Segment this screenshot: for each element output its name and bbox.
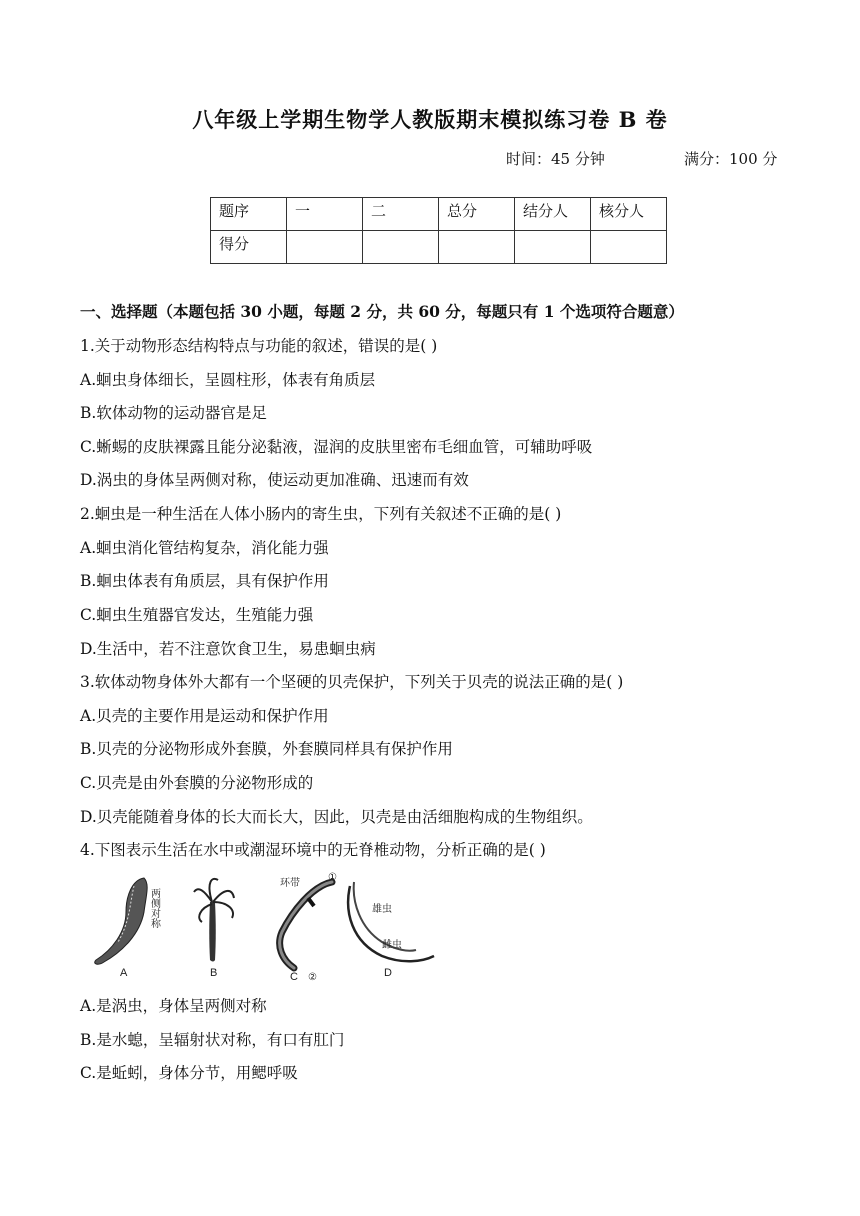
option-text: C.蛔虫生殖器官发达，生殖能力强	[80, 606, 314, 624]
option-text: C.蜥蜴的皮肤裸露且能分泌黏液，湿润的皮肤里密布毛细血管，可辅助呼吸	[80, 438, 593, 456]
figure-annotation: 两侧对称	[148, 888, 160, 928]
figure-annotation: ②	[308, 972, 317, 982]
score-input-cell	[515, 231, 591, 264]
option-text: D.贝壳能随着身体的长大而长大，因此，贝壳是由活细胞构成的生物组织。	[80, 808, 593, 826]
invertebrates-figure	[82, 872, 442, 982]
section-heading: 一、选择题（本题包括 30 小题，每题 2 分，共 60 分，每题只有 1 个选项符合题意）	[80, 302, 684, 321]
question-stem: 1.关于动物形态结构特点与功能的叙述，错误的是( )	[80, 337, 438, 355]
score-input-cell	[287, 231, 363, 264]
option-text: B.贝壳的分泌物形成外套膜，外套膜同样具有保护作用	[80, 740, 453, 758]
flatworm-drawing	[95, 878, 147, 964]
score-table-cell: 结分人	[515, 198, 591, 231]
option-text: B.软体动物的运动器官是足	[80, 404, 267, 422]
score-input-cell	[439, 231, 515, 264]
figure-annotation: ①	[328, 872, 337, 883]
exam-time: 时间：45 分钟	[506, 150, 605, 168]
question-stem: 2.蛔虫是一种生活在人体小肠内的寄生虫，下列有关叙述不正确的是( )	[80, 505, 562, 523]
question-stem: 4.下图表示生活在水中或潮湿环境中的无脊椎动物，分析正确的是( )	[80, 841, 546, 859]
figure-annotation: 雌虫	[382, 940, 402, 951]
option-text: C.是蚯蚓，身体分节，用鳃呼吸	[80, 1064, 298, 1082]
score-table-cell: 核分人	[591, 198, 667, 231]
score-table	[210, 197, 667, 264]
figure-annotation: 环带	[280, 878, 300, 889]
option-text: B.蛔虫体表有角质层，具有保护作用	[80, 572, 329, 590]
score-table-cell: 得分	[211, 231, 287, 264]
score-table-header-row	[211, 198, 667, 231]
earthworm-drawing	[280, 882, 332, 968]
hydra-drawing	[209, 902, 216, 962]
score-table-cell: 总分	[439, 198, 515, 231]
figure-annotation: 雄虫	[372, 904, 392, 915]
option-text: A.是涡虫，身体呈两侧对称	[80, 997, 267, 1015]
option-text: A.贝壳的主要作用是运动和保护作用	[80, 707, 329, 725]
figure-label: B	[210, 967, 218, 979]
question-stem: 3.软体动物身体外大都有一个坚硬的贝壳保护，下列关于贝壳的说法正确的是( )	[80, 673, 624, 691]
score-input-cell	[591, 231, 667, 264]
score-input-cell	[363, 231, 439, 264]
option-text: B.是水螅，呈辐射状对称，有口有肛门	[80, 1031, 345, 1049]
option-text: D.涡虫的身体呈两侧对称，使运动更加准确、迅速而有效	[80, 471, 469, 489]
figure-label: D	[384, 967, 392, 979]
score-table-score-row	[211, 231, 667, 264]
option-text: A.蛔虫身体细长，呈圆柱形，体表有角质层	[80, 371, 376, 389]
option-text: D.生活中，若不注意饮食卫生，易患蛔虫病	[80, 640, 376, 658]
figure-label: C	[290, 971, 298, 982]
page-title: 八年级上学期生物学人教版期末模拟练习卷 B 卷	[192, 107, 668, 132]
score-table-cell: 题序	[211, 198, 287, 231]
option-text: A.蛔虫消化管结构复杂，消化能力强	[80, 539, 329, 557]
option-text: C.贝壳是由外套膜的分泌物形成的	[80, 774, 314, 792]
score-table-cell: 二	[363, 198, 439, 231]
figure-label: A	[120, 967, 128, 979]
full-score: 满分：100 分	[684, 150, 778, 168]
score-table-cell: 一	[287, 198, 363, 231]
